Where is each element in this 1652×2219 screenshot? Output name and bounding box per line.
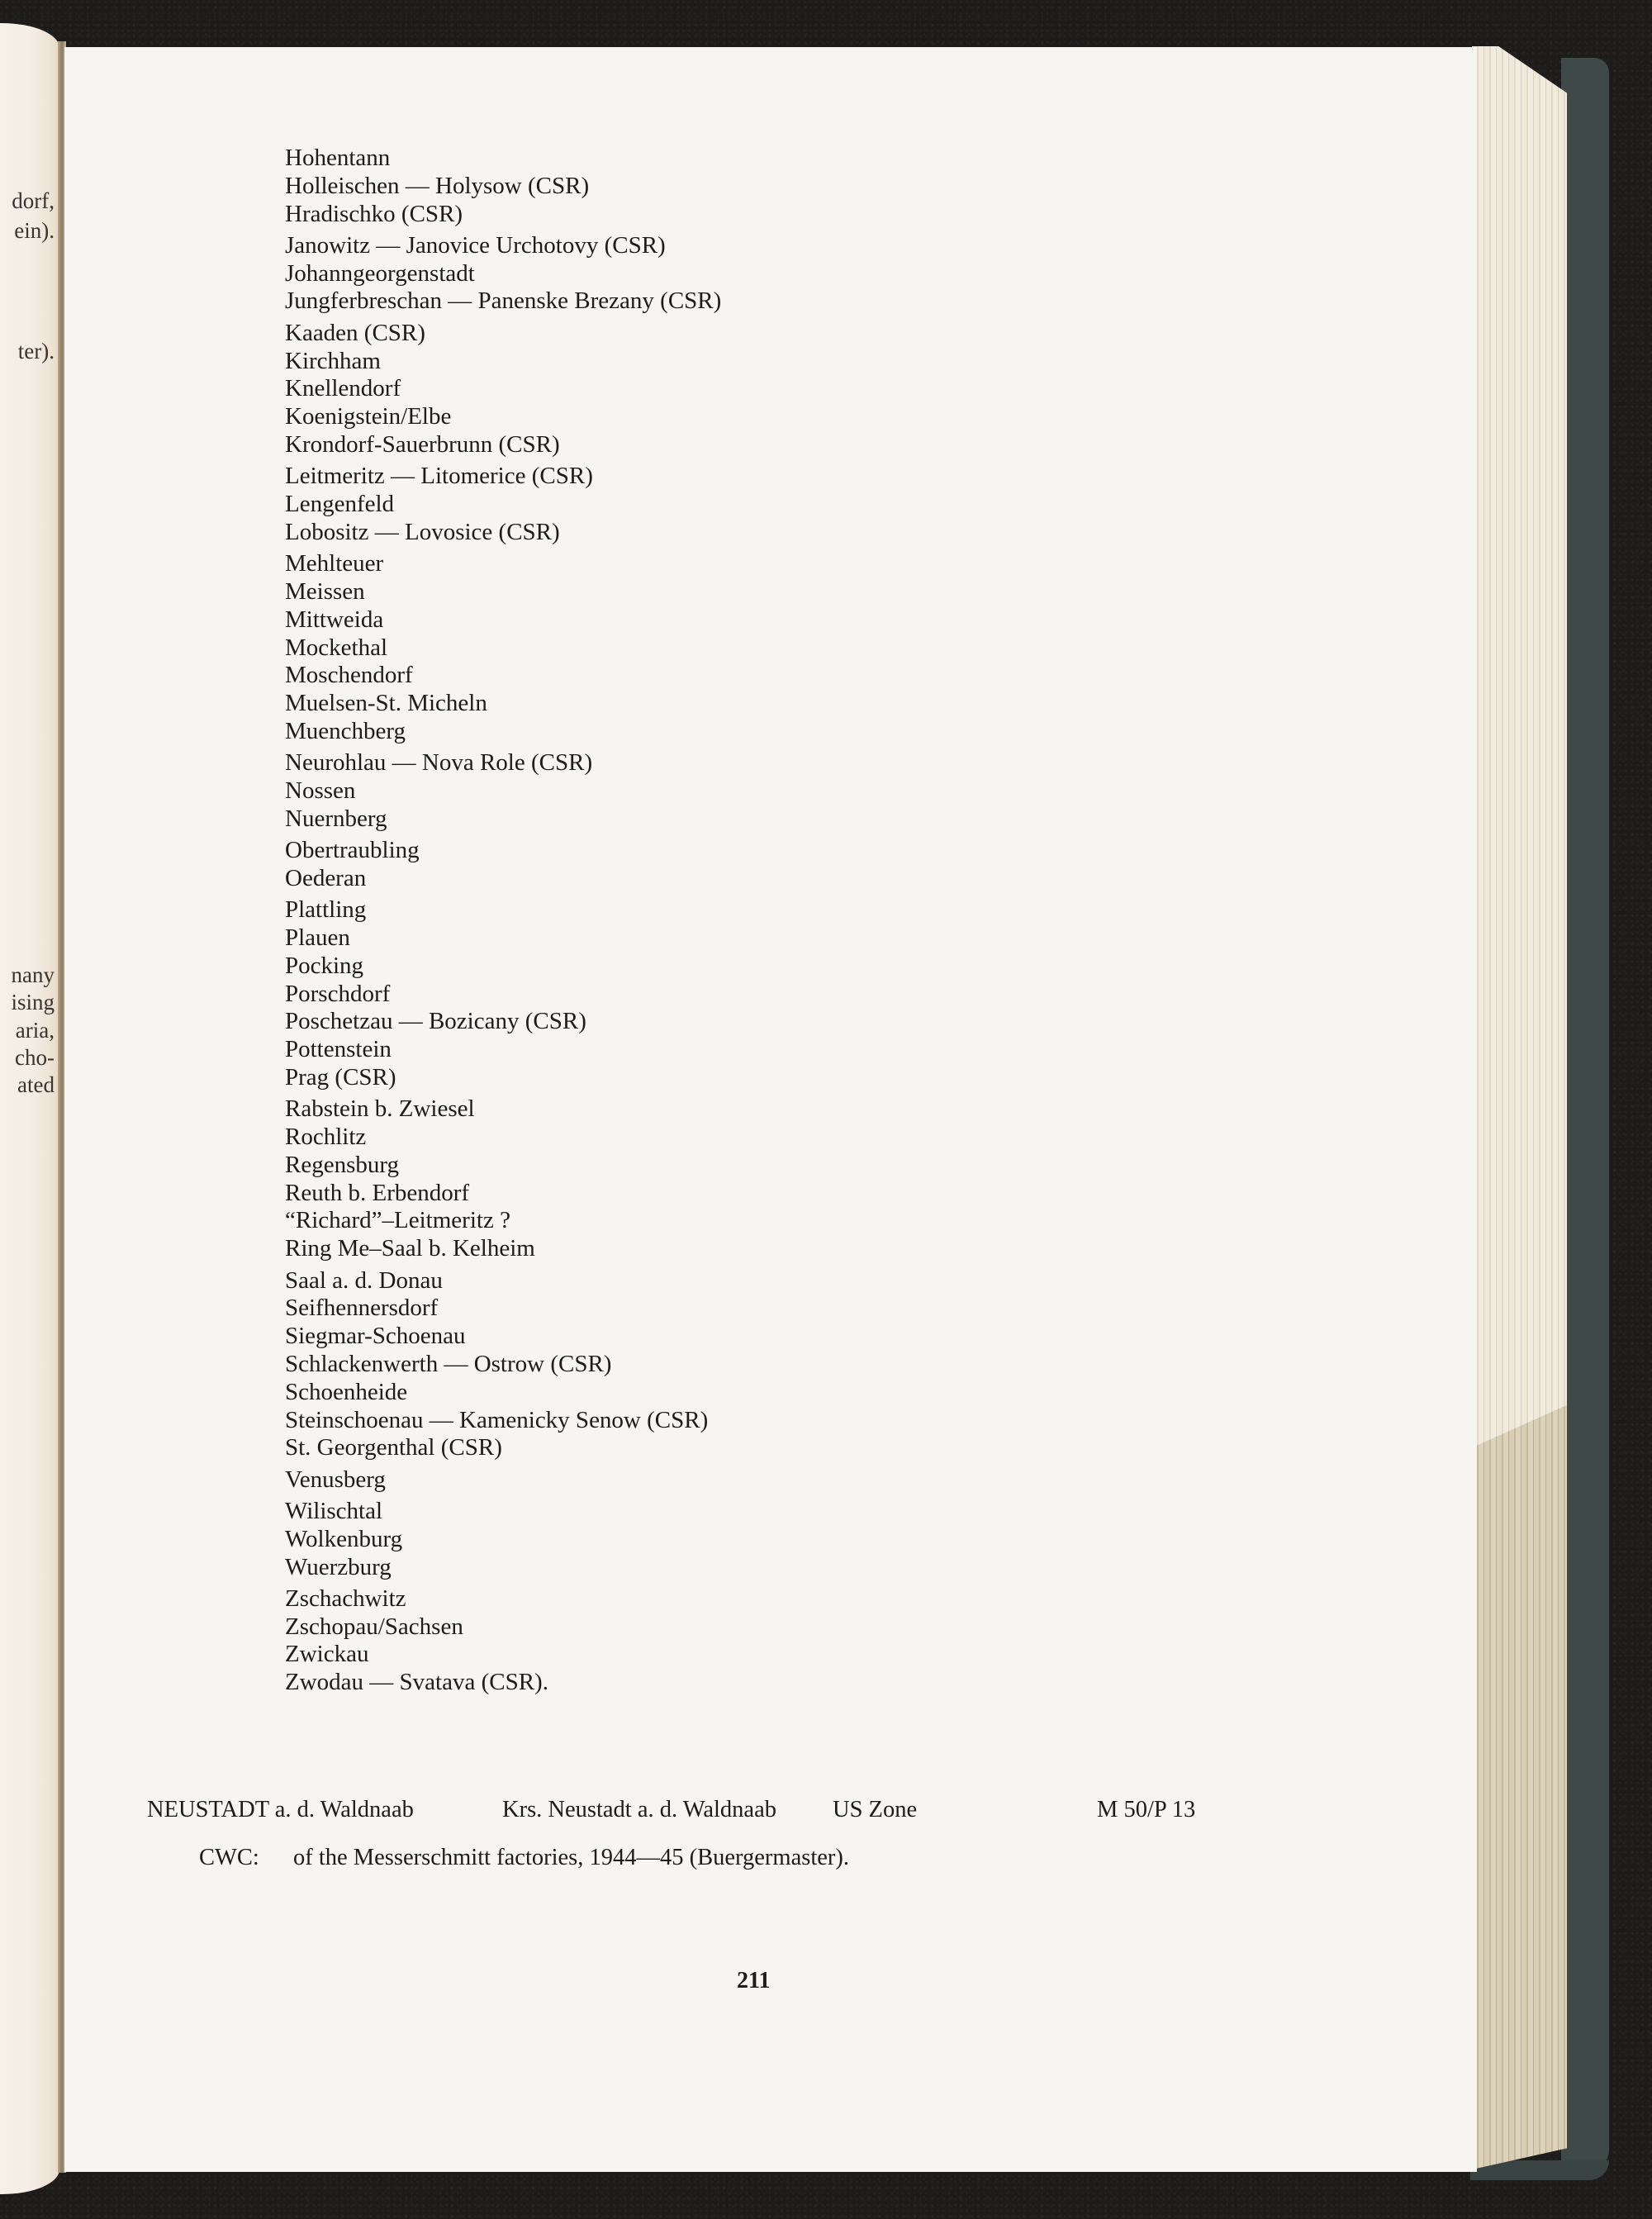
place-entry: Muelsen-St. Micheln	[285, 690, 487, 717]
place-entry: Lobositz — Lovosice (CSR)	[285, 518, 560, 545]
place-group-k	[285, 320, 721, 459]
place-group-z	[285, 1585, 721, 1697]
fragment: nany	[11, 962, 55, 987]
place-entry: Jungferbreschan — Panenske Brezany (CSR)	[285, 287, 722, 315]
place-entry: Zschopau/Sachsen	[285, 1613, 463, 1640]
place-group-s	[285, 1267, 721, 1463]
place-entry: Zschachwitz	[285, 1585, 406, 1612]
place-list	[285, 145, 721, 1701]
place-group-r	[285, 1095, 721, 1263]
camp-record	[147, 1797, 1221, 1878]
place-entry: Meissen	[285, 577, 365, 605]
place-entry: Leitmeritz — Litomerice (CSR)	[285, 463, 593, 490]
place-entry: Reuth b. Erbendorf	[285, 1179, 470, 1206]
fragment: aria,	[15, 1018, 55, 1043]
record-district: Krs. Neustadt a. d. Waldnaab	[502, 1797, 776, 1822]
place-entry: Hradischko (CSR)	[285, 200, 463, 227]
place-entry: Pocking	[285, 952, 364, 979]
place-entry: Lengenfeld	[285, 491, 395, 518]
place-entry: Regensburg	[285, 1151, 400, 1178]
place-entry: Seifhennersdorf	[285, 1295, 439, 1322]
place-entry: Hohentann	[285, 145, 391, 171]
record-cwc	[147, 1845, 1221, 1878]
place-entry: Mittweida	[285, 606, 384, 633]
place-entry: Rabstein b. Zwiesel	[285, 1095, 475, 1123]
record-place: NEUSTADT a. d. Waldnaab	[147, 1797, 414, 1822]
place-entry: Janowitz — Janovice Urchotovy (CSR)	[285, 231, 666, 259]
record-header	[147, 1797, 1221, 1830]
place-entry: Venusberg	[285, 1466, 386, 1493]
place-entry: Kirchham	[285, 347, 381, 374]
fragment: ated	[17, 1072, 55, 1097]
place-entry: Schlackenwerth — Ostrow (CSR)	[285, 1350, 612, 1377]
place-entry: Wolkenburg	[285, 1525, 403, 1552]
fragment: ising	[11, 990, 55, 1014]
place-entry: Moschendorf	[285, 662, 413, 689]
fragment: dorf,	[12, 188, 55, 213]
fragment: cho-	[15, 1045, 55, 1070]
place-group-j	[285, 232, 721, 316]
place-entry: Schoenheide	[285, 1378, 408, 1405]
record-zone: US Zone	[833, 1797, 918, 1822]
place-entry: St. Georgenthal (CSR)	[285, 1434, 502, 1461]
place-group-m	[285, 550, 721, 746]
place-entry: Plauen	[285, 924, 350, 952]
place-entry: Steinschoenau — Kamenicky Senow (CSR)	[285, 1406, 709, 1433]
place-group-p	[285, 896, 721, 1092]
place-entry: Nossen	[285, 777, 356, 805]
place-entry: Knellendorf	[285, 375, 401, 402]
place-entry: Wuerzburg	[285, 1553, 392, 1580]
place-entry: Mehlteuer	[285, 550, 384, 577]
place-group-v	[285, 1466, 721, 1494]
record-map-ref: M 50/P 13	[1097, 1797, 1196, 1822]
fragment: ter).	[17, 339, 55, 363]
place-entry: Kaaden (CSR)	[285, 319, 425, 346]
place-entry: Johanngeorgenstadt	[285, 259, 475, 287]
place-entry: Plattling	[285, 896, 367, 924]
place-entry: Rochlitz	[285, 1124, 367, 1151]
place-entry: Porschdorf	[285, 980, 391, 1007]
place-entry: Zwodau — Svatava (CSR).	[285, 1669, 548, 1696]
place-entry: Ring Me–Saal b. Kelheim	[285, 1235, 535, 1262]
place-entry: Krondorf-Sauerbrunn (CSR)	[285, 430, 560, 458]
book-cover	[1561, 58, 1609, 2173]
place-entry: Obertraubling	[285, 837, 420, 864]
place-entry: Koenigstein/Elbe	[285, 403, 452, 430]
place-entry: Zwickau	[285, 1641, 369, 1668]
place-group-n	[285, 749, 721, 833]
place-entry: Holleischen — Holysow (CSR)	[285, 172, 590, 199]
place-group-h	[285, 145, 721, 228]
fragment: ein).	[14, 218, 55, 243]
place-entry: Nuernberg	[285, 805, 387, 832]
place-entry: “Richard”–Leitmeritz ?	[285, 1207, 510, 1234]
place-entry: Wilischtal	[285, 1497, 383, 1524]
page-number: 211	[737, 1968, 771, 1993]
place-entry: Oederan	[285, 864, 367, 891]
cwc-label: CWC:	[199, 1845, 259, 1870]
place-group-w	[285, 1498, 721, 1581]
place-entry: Saal a. d. Donau	[285, 1266, 443, 1294]
place-entry: Mockethal	[285, 634, 388, 661]
place-entry: Muenchberg	[285, 717, 406, 744]
place-group-l	[285, 463, 721, 546]
previous-page-edge	[0, 23, 59, 2194]
place-entry: Pottenstein	[285, 1036, 392, 1063]
place-group-o	[285, 837, 721, 893]
cwc-text: of the Messerschmitt factories, 1944—45 (Buergermaster).	[293, 1845, 849, 1870]
place-entry: Siegmar-Schoenau	[285, 1323, 466, 1350]
place-entry: Prag (CSR)	[285, 1064, 396, 1090]
place-entry: Poschetzau — Bozicany (CSR)	[285, 1008, 586, 1035]
place-entry: Neurohlau — Nova Role (CSR)	[285, 749, 593, 777]
